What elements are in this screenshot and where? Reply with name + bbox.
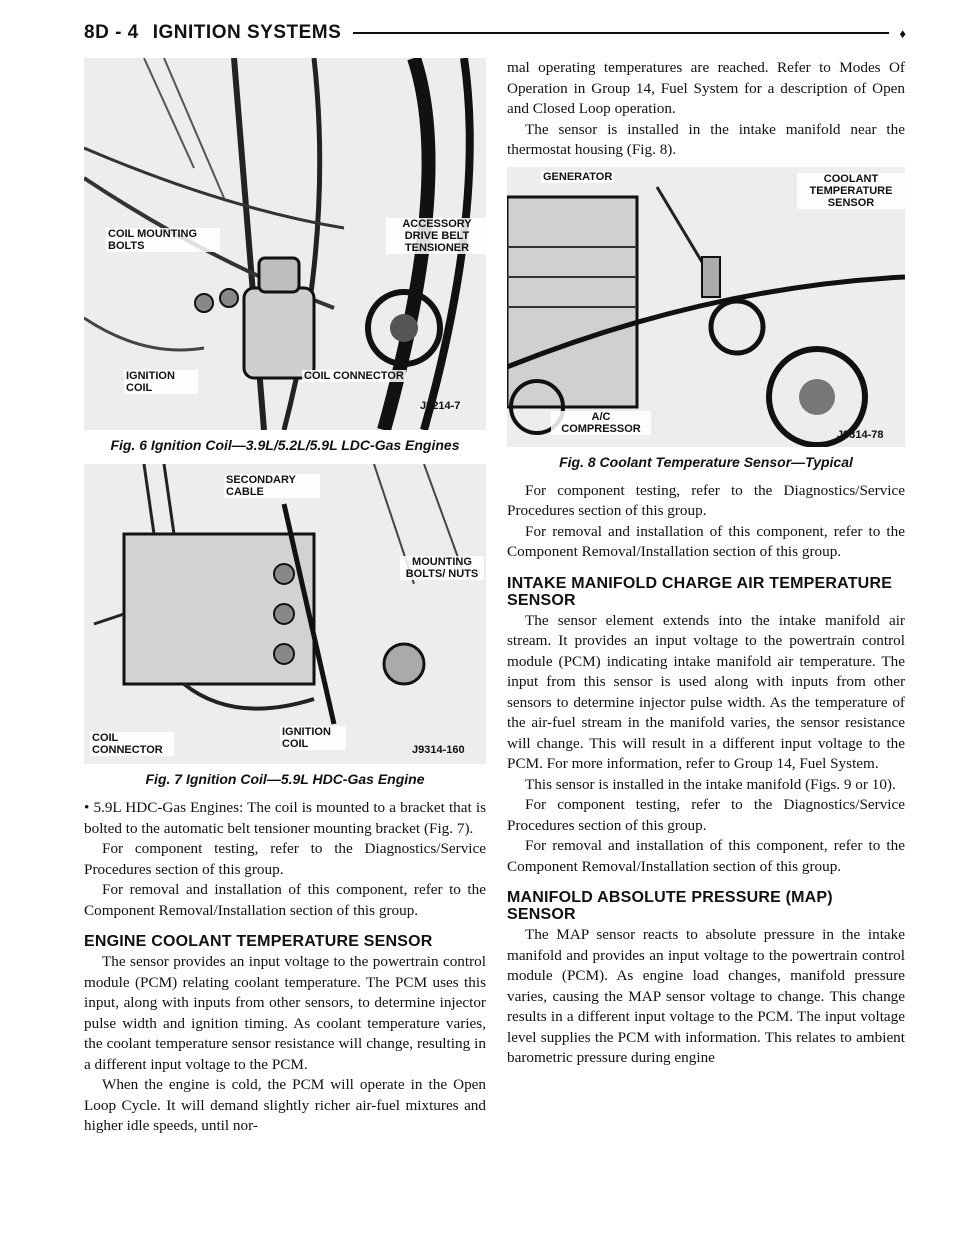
header-section: 8D - 4	[84, 22, 139, 43]
fig8-drawing	[507, 167, 905, 447]
fig7-code: J9314-160	[412, 744, 465, 756]
fig8-label-generator: GENERATOR	[543, 170, 613, 183]
fig8-caption: Fig. 8 Coolant Temperature Sensor—Typical	[559, 453, 853, 470]
paragraph-ect-description: The sensor provides an input voltage to the powertrain control module (PCM) relating coolant temperature. The PCM uses this input, along with inputs from other sensors, to determine injector pulse width and ignition timing. As coolant temperature varies, the coolant temperature sensor resistance will change, resulting in a different input voltage to the PCM.	[84, 953, 486, 1073]
left-column	[84, 58, 486, 1137]
paragraph-intake-removal: For removal and installation of this component, refer to the Component Removal/Installation section of this group.	[507, 837, 905, 875]
paragraph-testing: For component testing, refer to the Diagnostics/Service Procedures section of this group.	[84, 840, 486, 878]
paragraph-removal: For removal and installation of this component, refer to the Component Removal/Installation section of this group.	[84, 881, 486, 919]
paragraph-ect-testing: For component testing, refer to the Diagnostics/Service Procedures section of this group.	[507, 481, 905, 519]
fig8-illustration	[507, 167, 905, 447]
fig8-label-coolant-sensor: COOLANT TEMPERATURE SENSOR	[797, 173, 905, 209]
fig6-label-coil-connector: COIL CONNECTOR	[302, 370, 406, 382]
fig6-label-coil-mounting: COIL MOUNTING BOLTS	[106, 228, 220, 252]
heading-map-sensor: MANIFOLD ABSOLUTE PRESSURE (MAP) SENSOR	[507, 889, 833, 923]
heading-engine-coolant: ENGINE COOLANT TEMPERATURE SENSOR	[84, 933, 433, 950]
fig6-illustration	[84, 58, 486, 430]
page-header	[84, 18, 906, 48]
paragraph-intake-location: This sensor is installed in the intake manifold (Figs. 9 or 10).	[525, 775, 896, 793]
fig7-illustration	[84, 464, 486, 764]
header-title: IGNITION SYSTEMS	[152, 22, 342, 43]
fig6-label-ignition-coil: IGNITION COIL	[124, 370, 198, 394]
paragraph-ect-removal: For removal and installation of this component, refer to the Component Removal/Installation section of this group.	[507, 522, 905, 560]
fig6-code: J9214-7	[420, 400, 461, 412]
paragraph-map-description: The MAP sensor reacts to absolute pressure in the intake manifold and provides an input voltage to the powertrain control module (PCM). As engine load changes, manifold pressure varies, causing the MAP sensor voltage to change. This change results in a different input voltage to the PCM. The input voltage level supplies the PCM with information. This relates to ambient barometric pressure during engine	[507, 926, 905, 1066]
paragraph-hdc-engines: • 5.9L HDC-Gas Engines: The coil is mounted to a bracket that is bolted to the automatic belt tensioner mounting bracket (Fig. 7).	[84, 799, 486, 837]
fig7-label-mounting-bolts: MOUNTING BOLTS/ NUTS	[400, 556, 484, 580]
right-column	[507, 58, 905, 1069]
fig7-label-ignition-coil: IGNITION COIL	[280, 726, 346, 750]
paragraph-sensor-location: The sensor is installed in the intake manifold near the thermostat housing (Fig. 8).	[507, 120, 905, 158]
fig7-label-secondary-cable: SECONDARY CABLE	[224, 474, 320, 498]
header-rule	[353, 32, 889, 34]
heading-intake-manifold: INTAKE MANIFOLD CHARGE AIR TEMPERATURE SENSOR	[507, 574, 893, 609]
paragraph-intake-description: The sensor element extends into the intake manifold air stream. It provides an input voltage to the powertrain control module (PCM) indicating intake manifold air temperature. The input from this sensor is used along with inputs from other sensors to determine injector pulse width. As the temperature of the air-fuel stream in the manifold varies, the sensor resistance will change. This will result in a different input voltage to the PCM. For more information, refer to Group 14, Fuel System.	[507, 611, 905, 772]
fig8-label-ac-compressor: A/C COMPRESSOR	[551, 411, 651, 435]
fig8-code: J9314-78	[837, 428, 884, 441]
paragraph-open-loop: When the engine is cold, the PCM will operate in the Open Loop Cycle. It will demand slightly richer air-fuel mixtures and higher idle speeds, until nor-	[84, 1076, 486, 1134]
fig6-caption: Fig. 6 Ignition Coil—3.9L/5.2L/5.9L LDC-Gas Engines	[110, 437, 460, 453]
diamond-icon: ♦	[899, 25, 906, 41]
paragraph-modes: mal operating temperatures are reached. Refer to Modes Of Operation in Group 14, Fuel System for a description of Open and Closed Loop operation.	[507, 59, 905, 117]
paragraph-intake-testing: For component testing, refer to the Diagnostics/Service Procedures section of this group.	[507, 796, 905, 834]
fig7-caption: Fig. 7 Ignition Coil—5.9L HDC-Gas Engine	[145, 771, 425, 787]
fig7-label-coil-connector: COIL CONNECTOR	[90, 732, 174, 756]
fig7-drawing	[84, 464, 486, 764]
fig6-label-accessory: ACCESSORY DRIVE BELT TENSIONER	[386, 218, 486, 254]
